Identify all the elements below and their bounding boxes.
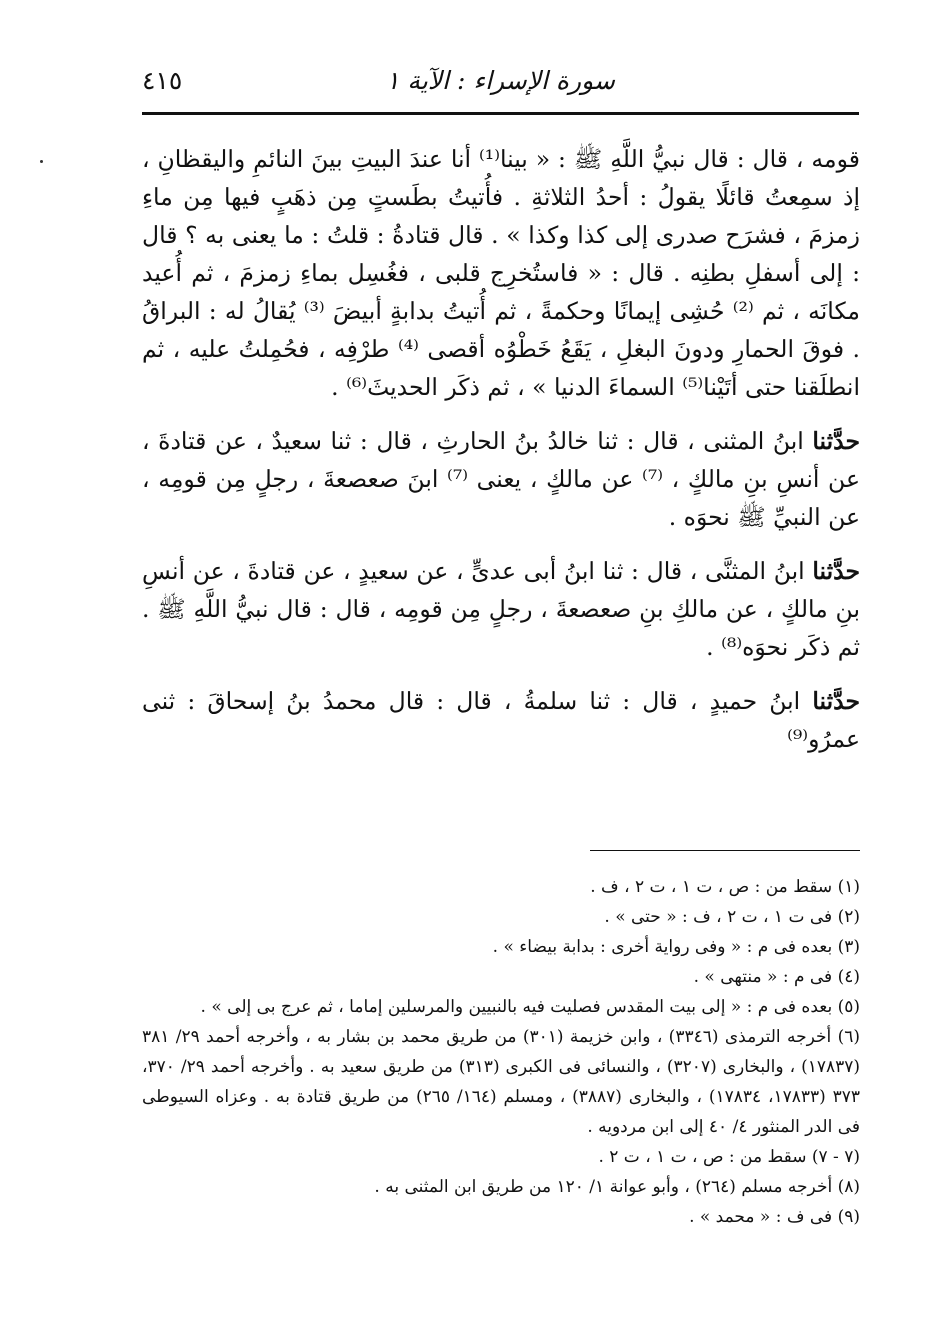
footnote: (٦) أخرجه الترمذى (٣٣٤٦) ، وابن خزيمة (٣٠١) من طريق محمد بن بشار به ، وأخرجه أحمد ٢٩/ ٣٨١ (١٧٨٣٧) ، والبخارى (٣٢٠٧) ، والنسائى فى الكبرى (٣١٣) من طريق سعيد به . وأخرجه أحمد ٢٩/ ٣٧٠، ٣٧٣ (١٧٨٣٣، ١٧٨٣٤) ، والبخارى (٣٨٨٧) ، ومسلم (١٦٤/ ٢٦٥) من طريق قتادة به . وعزاه السيوطى فى الدر المنثور ٤/ ٤٠ إلى ابن مردويه . bbox=[142, 1027, 861, 1137]
paragraph-text: ابنُ المثنى ، قال : ثنا خالدُ بنُ الحارثِ ، قال : ثنا سعيدٌ ، عن قتادةَ ، عن أنسِ بنِ مالكٍ ، ⁽⁷⁾ عن مالكٍ ، يعنى ⁽⁷⁾ ابنَ صعصعةَ ، رجلٍ مِن قومِه ، عن النبيِّ ﷺ نحوَه . bbox=[142, 427, 860, 531]
footnote: (٣) بعده فى م : « وفى رواية أخرى : بدابة بيضاء » . bbox=[492, 937, 860, 957]
footnote: (٨) أخرجه مسلم (٢٦٤) ، وأبو عوانة ١/ ١٢٠ من طريق ابن المثنى به . bbox=[374, 1177, 860, 1197]
scan-speck bbox=[40, 160, 43, 163]
paragraph bbox=[142, 140, 860, 406]
paragraph-lead: حدَّثنا bbox=[812, 557, 860, 585]
footnote: (٢) فى ت ١ ، ت ٢ ، ف : « حتى » . bbox=[604, 907, 860, 927]
paragraph-text: قومه ، قال : قال نبيُّ اللَّهِ ﷺ : « بينا⁽¹⁾ أنا عندَ البيتِ بينَ النائمِ واليقظانِ ، إذ سمِعتُ قائلًا يقولُ : أحدُ الثلاثةِ . فأُتيتُ بطَستٍ مِن ذهَبٍ فيها مِن ماءِ زمزمَ ، فشرَح صدرى إلى كذا وكذا » . قال قتادةُ : قلتُ : ما يعنى به ؟ قال : إلى أسفلِ بطنِه . قال : « فاستُخرِج قلبى ، فغُسِل بماءِ زمزمَ ، ثم أُعيد مكانَه ، ثم ⁽²⁾ حُشِى إيمانًا وحكمةً ، ثم أُتيتُ بدابةٍ أبيضَ ⁽³⁾ يُقالُ له : البراقُ . فوقَ الحمارِ ودونَ البغلِ ، يَقَعُ خَطْوُه أقصى ⁽⁴⁾ طرْفِه ، فحُمِلتُ عليه ، ثم انطلَقنا حتى أتَيْنا⁽⁵⁾ السماءَ الدنيا » ، ثم ذكَر الحديثَ⁽⁶⁾ . bbox=[142, 145, 861, 401]
paragraph bbox=[142, 552, 860, 666]
paragraph-lead: حدَّثنا bbox=[812, 687, 860, 715]
paragraph bbox=[142, 682, 860, 758]
paragraph bbox=[142, 422, 860, 536]
paragraph-text: ابنُ المثنَّى ، قال : ثنا ابنُ أبى عدىٍّ ، عن سعيدٍ ، عن قتادةَ ، عن أنسِ بنِ مالكٍ ، عن مالكِ بنِ صعصعةَ ، رجلٍ مِن قومِه ، قال : قال نبيُّ اللَّهِ ﷺ . ثم ذكَر نحوَه⁽⁸⁾ . bbox=[142, 557, 860, 661]
paragraph-lead: حدَّثنا bbox=[812, 427, 860, 455]
footnote: (٥) بعده فى م : « إلى بيت المقدس فصليت فيه بالنبيين والمرسلين إماما ، ثم عرج بى إلى » . bbox=[200, 997, 860, 1017]
footnotes bbox=[142, 872, 860, 1232]
footnote-separator bbox=[590, 850, 860, 851]
footnote: (١) سقط من : ص ، ت ١ ، ت ٢ ، ف . bbox=[590, 877, 860, 897]
page-number: ٤١٥ bbox=[142, 66, 183, 95]
page-header bbox=[142, 62, 859, 108]
header-rule bbox=[142, 112, 859, 115]
footnote: (٩) فى ف : « محمد » . bbox=[689, 1207, 860, 1227]
footnote: (٧ - ٧) سقط من : ص ، ت ١ ، ت ٢ . bbox=[598, 1147, 860, 1167]
main-text bbox=[142, 140, 860, 758]
footnote: (٤) فى م : « منتهى » . bbox=[693, 967, 860, 987]
paragraph-text: ابنُ حميدٍ ، قال : ثنا سلمةُ ، قال : قال محمدُ بنُ إسحاقَ : ثنى عمرُو⁽⁹⁾ bbox=[142, 687, 860, 753]
running-title: سورة الإسراء : الآية ١ bbox=[386, 66, 615, 95]
